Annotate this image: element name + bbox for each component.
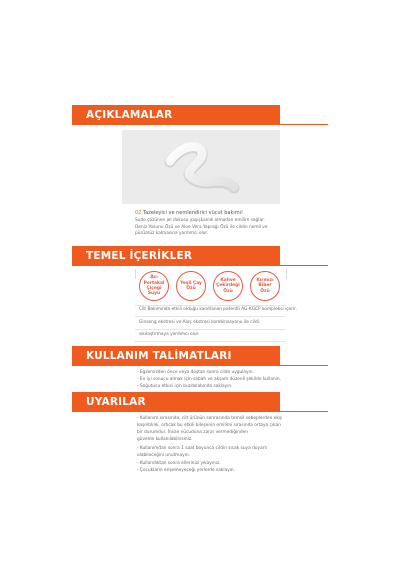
section-title-aciklamalar: AÇIKLAMALAR: [86, 109, 173, 121]
list-item: - En iyi sonucu almak için sabah ve akşam düzenli şekilde kullanın.: [137, 377, 281, 383]
list-item: kaşıntılılık, ortıcak bu etkili bileşenin emilimi sırasında ortaya çıkan: [137, 423, 281, 429]
warnings-list: [137, 416, 287, 476]
ingredient-note: Cilt Bakımında etkili olduğu kanıtlanan patentli AG-KGCP kompleksi içerir.: [139, 307, 297, 312]
ingredient-circle: Kırmızı Biber Özü: [250, 271, 280, 301]
ingredient-circle: Kahve Çekirdeği Özü: [213, 271, 243, 301]
row-divider: [135, 305, 285, 306]
list-item: - Kullanım sırasında, cilt ürünün sonrasında temsil sebeplerden ekşı: [137, 416, 283, 421]
row-divider: [135, 341, 285, 342]
description-subhead: 02 Tazeleyici ve nemlendirici vücut bakımı!: [135, 210, 243, 216]
list-item: olabileceğini unutmayın.: [137, 452, 190, 458]
list-item: - Çocukların erişemeyeceği yerlerde saklayın.: [137, 468, 236, 474]
section-title-temel: TEMEL İÇERİKLER: [86, 250, 193, 262]
section-title-kullanim: KULLANIM TALİMATLARI: [86, 350, 232, 362]
ingredient-circle: Yeşil Çay Özü: [176, 271, 206, 301]
usage-list: [137, 370, 287, 391]
ingredient-note: sıkılaştırmaya yardımcı olur.: [139, 332, 200, 337]
list-item: - Egzersizden önce veya doştan sonra cilde uygulayın.: [137, 370, 254, 375]
list-item: bir durumdur. İnsan vücuduna zarar vermediğinden: [137, 430, 248, 436]
list-item: - Soğutucu etkisi için buzdolabında saklayın.: [137, 384, 233, 390]
ingredient-note: Ginseng ekstresi ve Aloş ekstresi kombinasyonu ile cildi: [139, 320, 259, 325]
list-item: - Kullandıktan sonra ellerinizi yıkayınız.: [137, 461, 221, 467]
row-divider: [135, 329, 285, 330]
section-title-uyarilar: UYARILAR: [86, 396, 146, 408]
cream-swirl-icon: [122, 130, 280, 204]
description-text: Sudo çözünen jel dokusu yaşışkanlık olmadan emilim sağlar. Deniz Yosunu Özü ve Aloe Vera Yaprağı Özü ile cildin nemli ve pürüzsüz kalmasına yardımcı olur.: [135, 218, 268, 236]
row-divider: [135, 316, 285, 317]
ingredient-circle: Acı Portakal Çiçeği Suyu: [139, 271, 169, 301]
list-item: - Kullanımdan sonra 1 saat boyunca cildin sıcak suya duyarlı: [137, 445, 267, 451]
product-texture-image: [122, 130, 280, 204]
list-item: güvenle kullanılabilirsiniz.: [137, 437, 193, 443]
description-block: [135, 210, 285, 238]
